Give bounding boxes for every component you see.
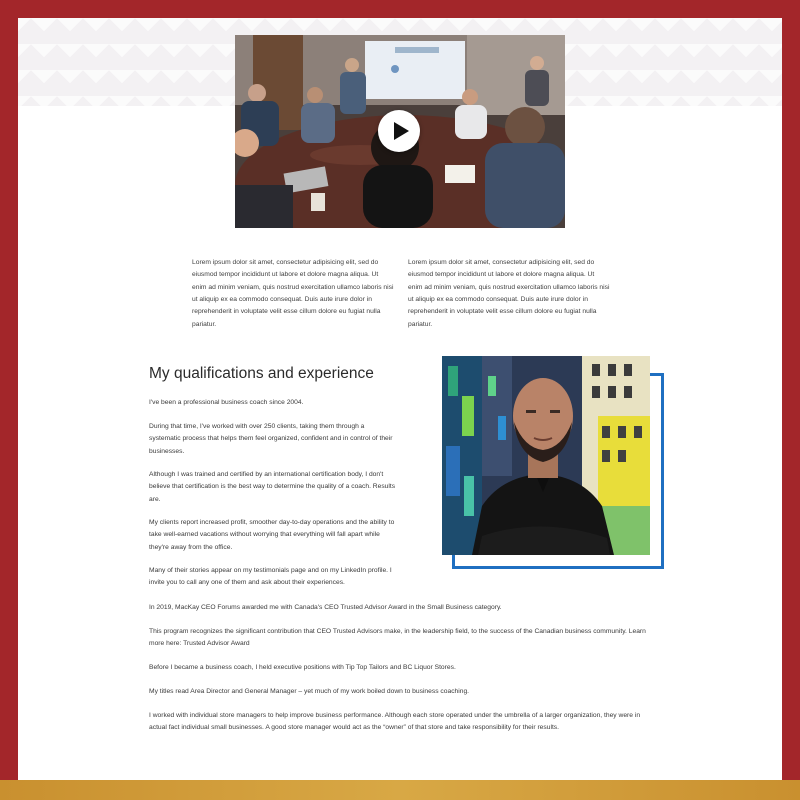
intro-text-right: Lorem ipsum dolor sit amet, consectetur adipisicing elit, sed do eiusmod tempor incididunt ut labore et dolore magna aliqua. Ut enim ad minim veniam, quis nostrud exercitation ullamco laboris nisi ut aliquip ex ea commodo consequat. Duis aute irure dolor in reprehenderit in voluptate velit esse cillum dolore eu fugiat nulla pariatur. — [408, 258, 610, 328]
coach-portrait — [442, 356, 650, 555]
qualifications-paragraph: Although I was trained and certified by an international certification body, I don't believe that certification is the best way to determine the quality of a coach. Results are. — [149, 471, 396, 503]
qualifications-paragraph: My titles read Area Director and General Manager – yet much of my work boiled down to business coaching. — [149, 688, 470, 695]
footer-accent-bar — [0, 780, 800, 800]
play-button[interactable] — [378, 110, 420, 152]
qualifications-paragraph: My clients report increased profit, smoother day-to-day operations and the ability to take well-earned vacations without worrying that everything will fall apart while they're away from the office. — [149, 519, 395, 551]
qualifications-paragraph: Before I became a business coach, I held executive positions with Tip Top Tailors and BC Liquor Stores. — [149, 664, 456, 671]
qualifications-heading: My qualifications and experience — [149, 365, 374, 382]
qualifications-paragraph: I've been a professional business coach since 2004. — [149, 399, 304, 406]
qualifications-paragraph: Many of their stories appear on my testimonials page and on my LinkedIn profile. I invite you to call any one of them and ask about their experiences. — [149, 567, 392, 587]
video-player[interactable] — [235, 35, 565, 228]
qualifications-paragraph: During that time, I've worked with over 250 clients, taking them through a systematic process that helps them feel organized, confident and in control of their businesses. — [149, 423, 393, 455]
play-icon — [378, 110, 420, 152]
qualifications-paragraph: In 2019, MacKay CEO Forums awarded me with Canada's CEO Trusted Advisor Award in the Small Business category. — [149, 604, 502, 611]
qualifications-paragraph: This program recognizes the significant contribution that CEO Trusted Advisors make, in the leadership field, to the success of the Canadian business community. Learn more here: Trusted Advisor Award — [149, 628, 646, 648]
page-content — [18, 18, 782, 780]
intro-text-left: Lorem ipsum dolor sit amet, consectetur adipisicing elit, sed do eiusmod tempor incididunt ut labore et dolore magna aliqua. Ut enim ad minim veniam, quis nostrud exercitation ullamco laboris nisi ut aliquip ex ea commodo consequat. Duis aute irure dolor in reprehenderit in voluptate velit esse cillum dolore eu fugiat nulla pariatur. — [192, 258, 394, 328]
qualifications-paragraph: I worked with individual store managers to help improve business performance. Although each store operated under the umbrella of a larger organization, they were in actual fact individual small businesses. A good store manager would act as the “owner” of that store and take responsibility for their results. — [149, 712, 641, 732]
